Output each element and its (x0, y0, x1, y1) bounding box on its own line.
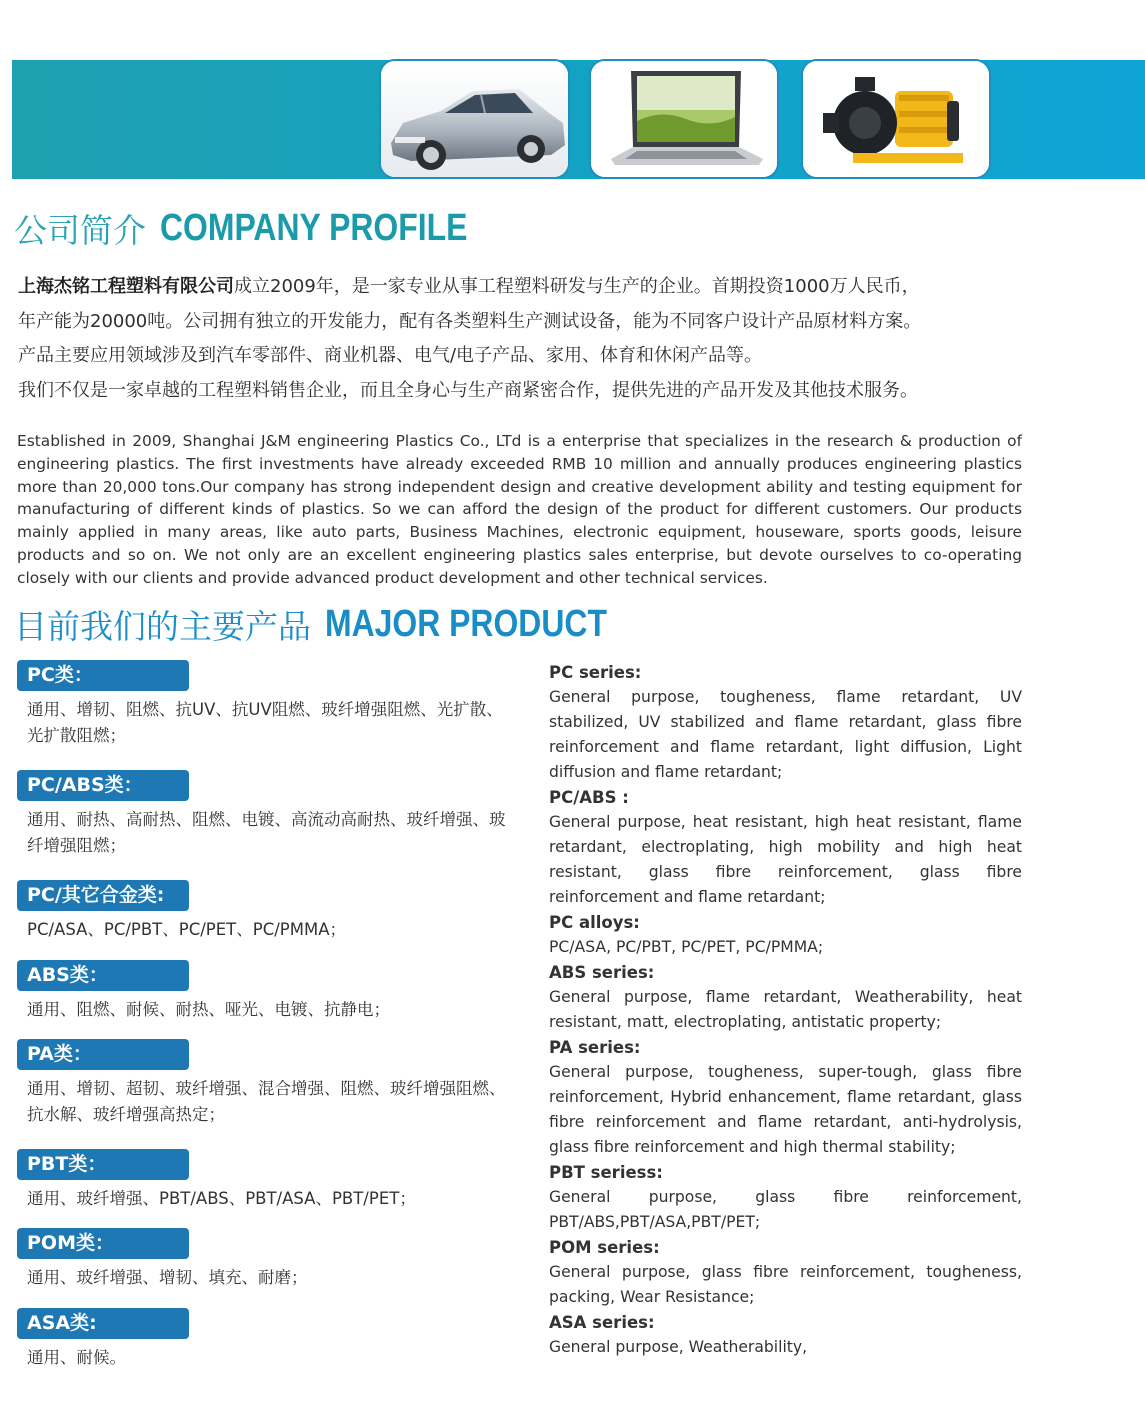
category-abs (17, 960, 507, 1023)
category-pom (17, 1228, 507, 1291)
category-tag: PC/ABS类： (17, 770, 189, 801)
series-title: PC/ABS : (549, 788, 629, 807)
series-pc-abs (549, 785, 1022, 910)
category-tag: ASA类: (17, 1308, 189, 1339)
series-text: General purpose, glass fibre reinforcement, PBT/ABS,PBT/ASA,PBT/PET; (549, 1188, 1022, 1231)
series-title: PBT seriess: (549, 1163, 663, 1182)
category-text: PC/ASA、PC/PBT、PC/PET、PC/PMMA； (27, 920, 346, 939)
series-pc-alloys (549, 910, 1022, 960)
series-asa (549, 1310, 1022, 1360)
laptop-image-icon (591, 61, 779, 179)
major-product-heading-cn: 目前我们的主要产品 (14, 607, 311, 646)
series-text: General purpose, Weatherability, (549, 1338, 808, 1356)
series-text: PC/ASA, PC/PBT, PC/PET, PC/PMMA; (549, 938, 824, 956)
series-text: General purpose, heat resistant, high heat resistant, flame retardant, electroplating, high mobility and high heat resistant, glass fibre reinforcement, glass fibre reinforcement and flame retardant; (549, 813, 1022, 906)
category-tag: PA类： (17, 1039, 189, 1070)
series-text: General purpose, tougheness, super-tough, glass fibre reinforcement, Hybrid enhancement, flame retardant, glass fibre reinforcement and flame retardant, anti-hydrolysis, glass fibre reinforcement and high thermal stability; (549, 1063, 1022, 1156)
laptop-photo (589, 59, 779, 179)
category-asa (17, 1308, 507, 1371)
series-text: General purpose, flame retardant, Weatherability, heat resistant, matt, electroplating, antistatic property; (549, 988, 1022, 1031)
series-pbt (549, 1160, 1022, 1235)
category-pbt (17, 1149, 507, 1212)
company-profile-heading-en: COMPANY PROFILE (160, 207, 468, 249)
category-text: 通用、耐候。 (27, 1348, 126, 1367)
category-tag: ABS类： (17, 960, 189, 991)
category-pc (17, 660, 507, 749)
series-pa (549, 1035, 1022, 1160)
intro-cn-line-4: 我们不仅是一家卓越的工程塑料销售企业，而且全身心与生产商紧密合作，提供先进的产品开发及其他技术服务。 (18, 379, 918, 401)
category-tag: PC/其它合金类: (17, 880, 189, 911)
category-text: 通用、增韧、超韧、玻纤增强、混合增强、阻燃、玻纤增强阻燃、抗水解、玻纤增强高热定； (27, 1079, 506, 1124)
company-intro-en: Established in 2009, Shanghai J&M engineering Plastics Co., LTd is a enterprise that specializes in the research & production of engineering plastics. The first investments have already exceeded RMB 10 million and annually produces engineering plastics more than 20,000 tons.Our company has strong independent design and creative development ability and testing equipment for manufacturing of different kinds of plastics. So we can afford the design of the product for different customers. Our products mainly applied in many areas, like auto parts, Business Machines, electronic equipment, houseware, sports goods, leisure products and so on. We not only are an excellent engineering plastics sales enterprise, but devote ourselves to co-operating closely with our clients and provide advanced product development and other technical services. (17, 432, 1022, 587)
category-text: 通用、玻纤增强、PBT/ABS、PBT/ASA、PBT/PET； (27, 1189, 416, 1208)
series-title: ABS series: (549, 963, 655, 982)
major-product-heading (14, 601, 661, 648)
series-text: General purpose, tougheness, flame retardant, UV stabilized, UV stabilized and flame retardant, glass fibre reinforcement and flame retardant, light diffusion, Light diffusion and flame retardant; (549, 688, 1022, 781)
series-pom (549, 1235, 1022, 1310)
product-series-en (549, 660, 1022, 1360)
series-title: PA series: (549, 1038, 641, 1057)
car-image-icon (381, 61, 570, 179)
company-name-cn: 上海杰铭工程塑料有限公司 (18, 276, 234, 297)
category-text: 通用、增韧、阻燃、抗UV、抗UV阻燃、玻纤增强阻燃、光扩散、光扩散阻燃； (27, 700, 503, 745)
series-title: PC series: (549, 663, 642, 682)
category-pc-abs (17, 770, 507, 859)
category-tag: POM类： (17, 1228, 189, 1259)
category-text: 通用、玻纤增强、增韧、填充、耐磨； (27, 1268, 308, 1287)
intro-cn-line-3: 产品主要应用领域涉及到汽车零部件、商业机器、电气/电子产品、家用、体育和休闲产品等。 (18, 345, 763, 366)
car-photo (379, 59, 570, 179)
company-profile-heading-cn: 公司简介 (14, 211, 146, 250)
major-product-heading-en: MAJOR PRODUCT (325, 603, 607, 645)
series-abs (549, 960, 1022, 1035)
company-profile-heading (14, 205, 526, 252)
series-pc (549, 660, 1022, 785)
category-tag: PC类： (17, 660, 189, 691)
series-title: ASA series: (549, 1313, 655, 1332)
category-pc-alloys (17, 880, 507, 943)
category-text: 通用、阻燃、耐候、耐热、哑光、电镀、抗静电； (27, 1000, 390, 1019)
company-intro-cn (18, 270, 1028, 408)
category-pa (17, 1039, 507, 1128)
series-title: POM series: (549, 1238, 660, 1257)
pump-photo (801, 59, 991, 179)
intro-cn-line-2: 年产能为20000吨。公司拥有独立的开发能力，配有各类塑料生产测试设备，能为不同客户设计产品原材料方案。 (18, 310, 922, 332)
series-text: General purpose, glass fibre reinforcement, tougheness, packing, Wear Resistance; (549, 1263, 1022, 1306)
category-tag: PBT类： (17, 1149, 189, 1180)
series-title: PC alloys: (549, 913, 640, 932)
water-pump-image-icon (803, 61, 991, 179)
intro-cn-line-1: 上海杰铭工程塑料有限公司成立2009年，是一家专业从事工程塑料研发与生产的企业。首期投资1000万人民币， (18, 276, 920, 297)
category-text: 通用、耐热、高耐热、阻燃、电镀、高流动高耐热、玻纤增强、玻纤增强阻燃； (27, 810, 506, 855)
